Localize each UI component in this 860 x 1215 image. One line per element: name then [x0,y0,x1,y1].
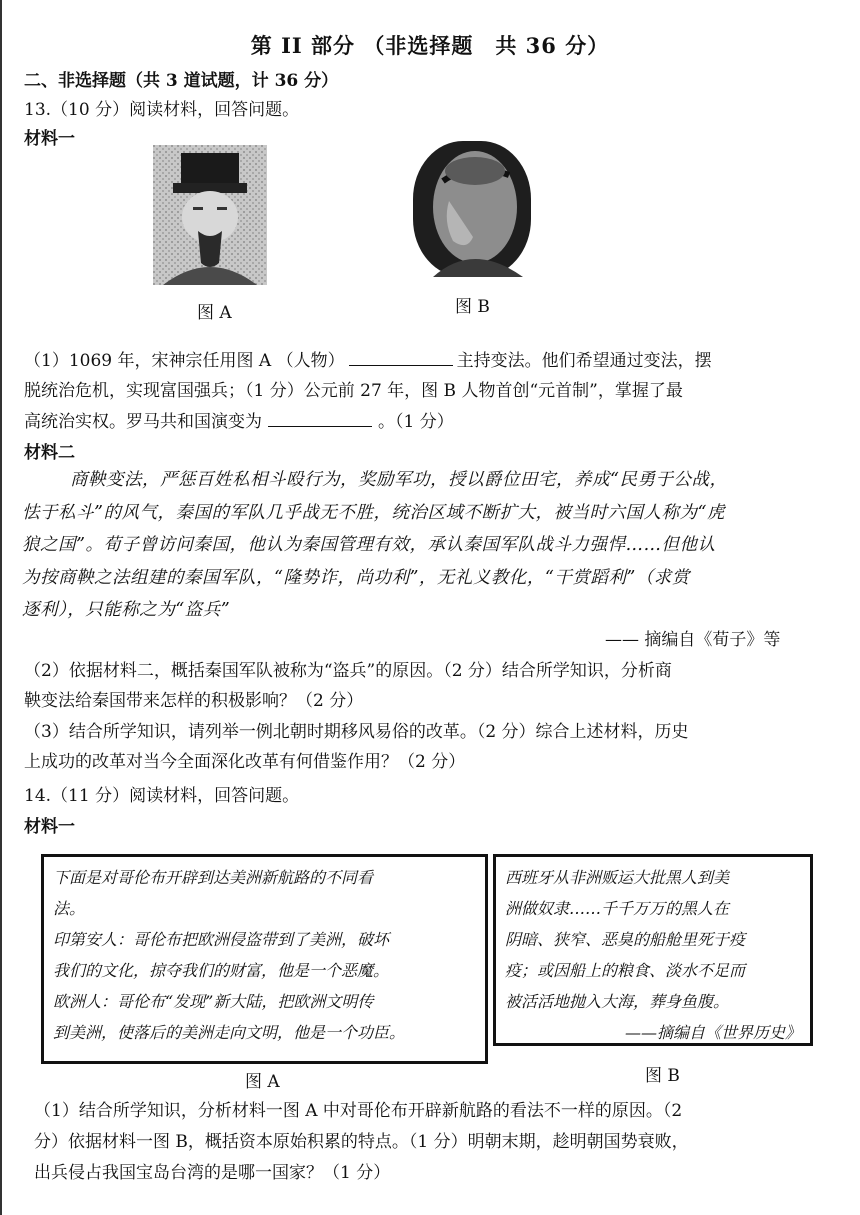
material-2-line: 逐利），只能称之为“盗兵” [22,600,231,620]
q14-p1-line1: （1）结合所学知识，分析材料一图 A 中对哥伦布开辟新航路的看法不一样的原因。（2 [34,1101,683,1121]
q13-p1-line3-text-b: 。（1 分） [378,412,454,432]
q13-material-2-text [22,464,828,627]
q13-p3-line2: 上成功的改革对当今全面深化改革有何借鉴作用？（2 分） [24,752,466,772]
box-b-line: 阴暗、狭窄、恶臭的船舱里死于疫 [505,930,746,949]
box-b-line: 被活活地抛入大海，葬身鱼腹。 [505,992,730,1011]
answer-blank-2[interactable] [268,408,372,427]
box-b-line: 洲做奴隶……千千万万的黑人在 [505,899,730,918]
q14-figure-b-box [493,854,813,1046]
box-a-line: 法。 [53,899,86,918]
box-a-line: 我们的文化，掠夺我们的财富，他是一个恶魔。 [53,961,390,980]
q13-material-2-source: —— 摘编自《荀子》等 [605,630,781,650]
q14-p1-line2: 分）依据材料一图 B，概括资本原始积累的特点。（1 分）明朝末期，趁明朝国势衰败， [34,1132,689,1152]
q13-p3-line1: （3）结合所学知识，请列举一例北朝时期移风易俗的改革。（2 分）综合上述材料，历史 [24,722,689,742]
answer-blank-1[interactable] [349,347,453,366]
q13-p1-line1 [24,346,712,371]
q13-p1-line3-text-a: 高统治实权。罗马共和国演变为 [24,412,262,432]
portrait-a-image [153,145,267,285]
q14-fig-a-caption: 图 A [245,1072,280,1092]
q14-figure-a-box [41,854,488,1064]
portrait-b-image [413,141,531,277]
q13-p1-line1-text-b: 主持变法。他们希望通过变法，摆 [456,351,712,371]
q13-intro: 13.（10 分）阅读材料，回答问题。 [24,100,300,120]
box-a-line: 下面是对哥伦布开辟到达美洲新航路的不同看 [53,868,374,887]
box-a-line: 到美洲，使落后的美洲走向文明，他是一个功臣。 [53,1023,406,1042]
part-title: 第 II 部分 （非选择题 共 36 分） [250,33,610,58]
material-2-line: 商鞅变法，严惩百姓私相斗殴行为，奖励军功，授以爵位田宅，养成“民勇于公战， [70,470,728,490]
q13-fig-b-caption: 图 B [455,297,490,317]
box-b-line: 西班牙从非洲贩运大批黑人到美 [505,868,730,887]
q14-intro: 14.（11 分）阅读材料，回答问题。 [24,786,300,806]
q13-material-1-label: 材料一 [24,129,75,149]
box-a-line: 印第安人：哥伦布把欧洲侵盗带到了美洲，破坏 [53,930,390,949]
page-left-border [0,0,2,1215]
box-b-line: 疫；或因船上的粮食、淡水不足而 [505,961,746,980]
material-2-line: 为按商鞅之法组建的秦国军队，“隆势诈，尚功利”，无礼义教化，“干赏蹈利”（求赏 [22,567,690,588]
q14-fig-b-caption: 图 B [645,1066,680,1086]
material-2-line: 狼之国”。荀子曾访问秦国，他认为秦国管理有效，承认秦国军队战斗力强悍……但他认 [22,535,716,555]
q14-material-1-label: 材料一 [24,817,75,837]
box-a-line: 欧洲人：哥伦布“发现”新大陆，把欧洲文明传 [53,992,374,1011]
q13-p1-line2: 脱统治危机，实现富国强兵；（1 分）公元前 27 年，图 B 人物首创“元首制”，掌握了最 [24,381,683,401]
q13-p1-line1-text-a: （1）1069 年，宋神宗任用图 A （人物） [24,351,345,371]
q13-fig-a-caption: 图 A [197,303,232,323]
q13-material-2-label: 材料二 [24,443,75,463]
material-2-line: 怯于私斗”的风气，秦国的军队几乎战无不胜，统治区域不断扩大，被当时六国人称为“虎 [22,502,725,523]
box-b-source: ——摘编自《世界历史》 [624,1023,801,1042]
section-heading: 二、非选择题（共 3 道试题，计 36 分） [24,71,339,91]
q13-p2-line2: 鞅变法给秦国带来怎样的积极影响？（2 分） [24,691,364,711]
q13-p2-line1: （2）依据材料二，概括秦国军队被称为“盗兵”的原因。（2 分）结合所学知识，分析商 [24,661,672,681]
q13-p1-line3 [24,407,454,432]
q14-p1-line3: 出兵侵占我国宝岛台湾的是哪一国家？（1 分） [34,1163,391,1183]
